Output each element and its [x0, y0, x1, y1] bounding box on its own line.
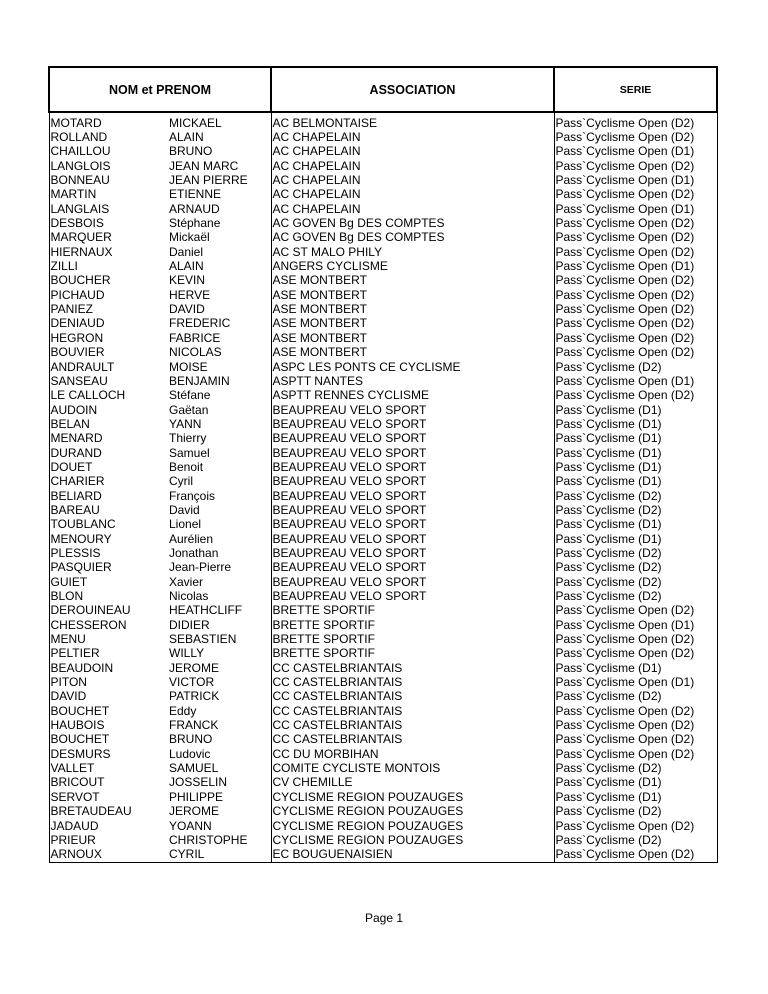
serie-cell: Pass`Cyclisme (D1): [554, 475, 717, 489]
association-cell: ASE MONTBERT: [271, 346, 554, 360]
table-row: [49, 518, 717, 532]
table-header-row: [49, 67, 717, 112]
last-name-cell: DENIAUD: [49, 317, 164, 331]
table-row: [49, 231, 717, 245]
first-name-cell: DIDIER: [164, 618, 271, 632]
association-cell: CC CASTELBRIANTAIS: [271, 704, 554, 718]
first-name-cell: CYRIL: [164, 848, 271, 863]
last-name-cell: PITON: [49, 675, 164, 689]
last-name-cell: SANSEAU: [49, 374, 164, 388]
table-row: [49, 575, 717, 589]
last-name-cell: PANIEZ: [49, 302, 164, 316]
first-name-cell: DAVID: [164, 302, 271, 316]
first-name-cell: Benoit: [164, 460, 271, 474]
first-name-cell: YANN: [164, 417, 271, 431]
serie-cell: Pass`Cyclisme Open (D2): [554, 704, 717, 718]
last-name-cell: ARNOUX: [49, 848, 164, 863]
table-row: [49, 675, 717, 689]
serie-cell: Pass`Cyclisme Open (D2): [554, 231, 717, 245]
serie-cell: Pass`Cyclisme (D1): [554, 518, 717, 532]
table-row: [49, 475, 717, 489]
serie-cell: Pass`Cyclisme (D2): [554, 546, 717, 560]
last-name-cell: MARQUER: [49, 231, 164, 245]
first-name-cell: Xavier: [164, 575, 271, 589]
serie-cell: Pass`Cyclisme Open (D2): [554, 604, 717, 618]
last-name-cell: PLESSIS: [49, 546, 164, 560]
last-name-cell: DURAND: [49, 446, 164, 460]
last-name-cell: LANGLOIS: [49, 159, 164, 173]
last-name-cell: ZILLI: [49, 259, 164, 273]
last-name-cell: PASQUIER: [49, 561, 164, 575]
serie-cell: Pass`Cyclisme (D2): [554, 503, 717, 517]
last-name-cell: MOTARD: [49, 112, 164, 130]
table-row: [49, 747, 717, 761]
association-cell: BEAUPREAU VELO SPORT: [271, 503, 554, 517]
serie-cell: Pass`Cyclisme Open (D2): [554, 346, 717, 360]
last-name-cell: ANDRAULT: [49, 360, 164, 374]
serie-cell: Pass`Cyclisme (D1): [554, 776, 717, 790]
last-name-cell: MENU: [49, 632, 164, 646]
table-row: [49, 589, 717, 603]
first-name-cell: JOSSELIN: [164, 776, 271, 790]
association-cell: ASE MONTBERT: [271, 331, 554, 345]
association-cell: BEAUPREAU VELO SPORT: [271, 546, 554, 560]
first-name-cell: Cyril: [164, 475, 271, 489]
serie-cell: Pass`Cyclisme Open (D2): [554, 647, 717, 661]
table-row: [49, 776, 717, 790]
table-row: [49, 259, 717, 273]
serie-cell: Pass`Cyclisme (D2): [554, 589, 717, 603]
serie-cell: Pass`Cyclisme (D2): [554, 561, 717, 575]
first-name-cell: FRANCK: [164, 718, 271, 732]
first-name-cell: BRUNO: [164, 145, 271, 159]
serie-cell: Pass`Cyclisme Open (D2): [554, 216, 717, 230]
serie-cell: Pass`Cyclisme Open (D1): [554, 618, 717, 632]
association-cell: CYCLISME REGION POUZAUGES: [271, 819, 554, 833]
table-row: [49, 503, 717, 517]
first-name-cell: BRUNO: [164, 733, 271, 747]
association-cell: AC CHAPELAIN: [271, 130, 554, 144]
table-row: [49, 112, 717, 130]
last-name-cell: BRICOUT: [49, 776, 164, 790]
association-cell: BRETTE SPORTIF: [271, 604, 554, 618]
serie-cell: Pass`Cyclisme Open (D2): [554, 188, 717, 202]
first-name-cell: FABRICE: [164, 331, 271, 345]
serie-cell: Pass`Cyclisme (D2): [554, 833, 717, 847]
association-cell: BEAUPREAU VELO SPORT: [271, 475, 554, 489]
table-row: [49, 173, 717, 187]
serie-cell: Pass`Cyclisme Open (D2): [554, 274, 717, 288]
table-row: [49, 302, 717, 316]
association-cell: AC CHAPELAIN: [271, 159, 554, 173]
first-name-cell: Mickaël: [164, 231, 271, 245]
last-name-cell: MENARD: [49, 432, 164, 446]
serie-cell: Pass`Cyclisme Open (D2): [554, 389, 717, 403]
association-cell: AC GOVEN Bg DES COMPTES: [271, 216, 554, 230]
first-name-cell: YOANN: [164, 819, 271, 833]
association-cell: CV CHEMILLE: [271, 776, 554, 790]
first-name-cell: Stéfane: [164, 389, 271, 403]
last-name-cell: BELAN: [49, 417, 164, 431]
serie-cell: Pass`Cyclisme Open (D2): [554, 245, 717, 259]
table-row: [49, 690, 717, 704]
serie-cell: Pass`Cyclisme (D2): [554, 805, 717, 819]
first-name-cell: JEROME: [164, 805, 271, 819]
association-cell: BEAUPREAU VELO SPORT: [271, 417, 554, 431]
serie-cell: Pass`Cyclisme (D1): [554, 417, 717, 431]
association-cell: AC GOVEN Bg DES COMPTES: [271, 231, 554, 245]
serie-cell: Pass`Cyclisme (D1): [554, 432, 717, 446]
first-name-cell: Jonathan: [164, 546, 271, 560]
first-name-cell: JEAN MARC: [164, 159, 271, 173]
association-cell: ANGERS CYCLISME: [271, 259, 554, 273]
first-name-cell: FREDERIC: [164, 317, 271, 331]
association-cell: BEAUPREAU VELO SPORT: [271, 561, 554, 575]
association-cell: CC DU MORBIHAN: [271, 747, 554, 761]
last-name-cell: PRIEUR: [49, 833, 164, 847]
serie-cell: Pass`Cyclisme Open (D2): [554, 130, 717, 144]
table-row: [49, 604, 717, 618]
serie-cell: Pass`Cyclisme (D2): [554, 575, 717, 589]
last-name-cell: JADAUD: [49, 819, 164, 833]
first-name-cell: KEVIN: [164, 274, 271, 288]
association-cell: BRETTE SPORTIF: [271, 647, 554, 661]
serie-cell: Pass`Cyclisme Open (D2): [554, 317, 717, 331]
last-name-cell: BOUCHET: [49, 733, 164, 747]
first-name-cell: PATRICK: [164, 690, 271, 704]
table-row: [49, 647, 717, 661]
association-cell: BEAUPREAU VELO SPORT: [271, 575, 554, 589]
last-name-cell: BONNEAU: [49, 173, 164, 187]
last-name-cell: BEAUDOIN: [49, 661, 164, 675]
last-name-cell: BELIARD: [49, 489, 164, 503]
association-cell: ASE MONTBERT: [271, 302, 554, 316]
first-name-cell: SAMUEL: [164, 761, 271, 775]
last-name-cell: SERVOT: [49, 790, 164, 804]
last-name-cell: CHARIER: [49, 475, 164, 489]
first-name-cell: HEATHCLIFF: [164, 604, 271, 618]
first-name-cell: Aurélien: [164, 532, 271, 546]
serie-cell: Pass`Cyclisme Open (D2): [554, 718, 717, 732]
first-name-cell: WILLY: [164, 647, 271, 661]
table-row: [49, 718, 717, 732]
serie-cell: Pass`Cyclisme Open (D2): [554, 288, 717, 302]
first-name-cell: Eddy: [164, 704, 271, 718]
association-cell: ASPTT RENNES CYCLISME: [271, 389, 554, 403]
association-cell: AC CHAPELAIN: [271, 188, 554, 202]
last-name-cell: BOUCHER: [49, 274, 164, 288]
association-cell: AC CHAPELAIN: [271, 145, 554, 159]
serie-cell: Pass`Cyclisme Open (D2): [554, 747, 717, 761]
table-row: [49, 188, 717, 202]
table-row: [49, 389, 717, 403]
first-name-cell: MOISE: [164, 360, 271, 374]
page-number: Page 1: [364, 911, 404, 925]
table-row: [49, 245, 717, 259]
header-association: ASSOCIATION: [271, 67, 554, 112]
last-name-cell: CHAILLOU: [49, 145, 164, 159]
first-name-cell: MICKAEL: [164, 112, 271, 130]
last-name-cell: DOUET: [49, 460, 164, 474]
registration-sheet: [48, 66, 716, 863]
first-name-cell: Thierry: [164, 432, 271, 446]
table-row: [49, 360, 717, 374]
serie-cell: Pass`Cyclisme Open (D1): [554, 675, 717, 689]
association-cell: CYCLISME REGION POUZAUGES: [271, 833, 554, 847]
table-row: [49, 489, 717, 503]
first-name-cell: François: [164, 489, 271, 503]
table-row: [49, 130, 717, 144]
association-cell: BEAUPREAU VELO SPORT: [271, 532, 554, 546]
association-cell: AC CHAPELAIN: [271, 202, 554, 216]
serie-cell: Pass`Cyclisme (D1): [554, 661, 717, 675]
association-cell: AC BELMONTAISE: [271, 112, 554, 130]
last-name-cell: BLON: [49, 589, 164, 603]
first-name-cell: SEBASTIEN: [164, 632, 271, 646]
first-name-cell: HERVE: [164, 288, 271, 302]
last-name-cell: TOUBLANC: [49, 518, 164, 532]
last-name-cell: MENOURY: [49, 532, 164, 546]
serie-cell: Pass`Cyclisme Open (D1): [554, 145, 717, 159]
association-cell: BRETTE SPORTIF: [271, 618, 554, 632]
serie-cell: Pass`Cyclisme (D2): [554, 690, 717, 704]
serie-cell: Pass`Cyclisme Open (D1): [554, 173, 717, 187]
first-name-cell: Stéphane: [164, 216, 271, 230]
table-row: [49, 805, 717, 819]
serie-cell: Pass`Cyclisme (D2): [554, 489, 717, 503]
first-name-cell: ALAIN: [164, 259, 271, 273]
association-cell: BEAUPREAU VELO SPORT: [271, 446, 554, 460]
table-row: [49, 561, 717, 575]
first-name-cell: BENJAMIN: [164, 374, 271, 388]
association-cell: COMITE CYCLISTE MONTOIS: [271, 761, 554, 775]
table-row: [49, 346, 717, 360]
last-name-cell: PICHAUD: [49, 288, 164, 302]
last-name-cell: DESMURS: [49, 747, 164, 761]
table-row: [49, 819, 717, 833]
serie-cell: Pass`Cyclisme (D1): [554, 446, 717, 460]
table-row: [49, 618, 717, 632]
header-nom-prenom: NOM et PRENOM: [49, 67, 271, 112]
table-row: [49, 632, 717, 646]
table-row: [49, 460, 717, 474]
first-name-cell: Jean-Pierre: [164, 561, 271, 575]
table-row: [49, 446, 717, 460]
association-cell: EC BOUGUENAISIEN: [271, 848, 554, 863]
association-cell: BEAUPREAU VELO SPORT: [271, 403, 554, 417]
table-row: [49, 159, 717, 173]
table-row: [49, 274, 717, 288]
association-cell: BEAUPREAU VELO SPORT: [271, 432, 554, 446]
last-name-cell: BAREAU: [49, 503, 164, 517]
serie-cell: Pass`Cyclisme Open (D1): [554, 259, 717, 273]
first-name-cell: NICOLAS: [164, 346, 271, 360]
last-name-cell: CHESSERON: [49, 618, 164, 632]
table-row: [49, 317, 717, 331]
serie-cell: Pass`Cyclisme Open (D2): [554, 112, 717, 130]
serie-cell: Pass`Cyclisme (D2): [554, 360, 717, 374]
association-cell: CYCLISME REGION POUZAUGES: [271, 805, 554, 819]
last-name-cell: DEROUINEAU: [49, 604, 164, 618]
last-name-cell: HIERNAUX: [49, 245, 164, 259]
table-row: [49, 374, 717, 388]
last-name-cell: BOUVIER: [49, 346, 164, 360]
serie-cell: Pass`Cyclisme Open (D2): [554, 632, 717, 646]
serie-cell: Pass`Cyclisme (D1): [554, 460, 717, 474]
table-row: [49, 704, 717, 718]
association-cell: CC CASTELBRIANTAIS: [271, 718, 554, 732]
last-name-cell: HAUBOIS: [49, 718, 164, 732]
association-cell: BEAUPREAU VELO SPORT: [271, 460, 554, 474]
association-cell: CC CASTELBRIANTAIS: [271, 733, 554, 747]
first-name-cell: ARNAUD: [164, 202, 271, 216]
association-cell: ASPC LES PONTS CE CYCLISME: [271, 360, 554, 374]
association-cell: BEAUPREAU VELO SPORT: [271, 589, 554, 603]
table-row: [49, 288, 717, 302]
serie-cell: Pass`Cyclisme (D1): [554, 403, 717, 417]
table-row: [49, 145, 717, 159]
first-name-cell: CHRISTOPHE: [164, 833, 271, 847]
association-cell: ASE MONTBERT: [271, 317, 554, 331]
table-row: [49, 331, 717, 345]
table-row: [49, 661, 717, 675]
first-name-cell: VICTOR: [164, 675, 271, 689]
association-cell: BRETTE SPORTIF: [271, 632, 554, 646]
table-row: [49, 532, 717, 546]
first-name-cell: ETIENNE: [164, 188, 271, 202]
table-row: [49, 216, 717, 230]
last-name-cell: MARTIN: [49, 188, 164, 202]
table-body: [49, 112, 717, 862]
last-name-cell: ROLLAND: [49, 130, 164, 144]
association-cell: CC CASTELBRIANTAIS: [271, 661, 554, 675]
first-name-cell: Samuel: [164, 446, 271, 460]
association-cell: BEAUPREAU VELO SPORT: [271, 489, 554, 503]
serie-cell: Pass`Cyclisme Open (D2): [554, 331, 717, 345]
first-name-cell: Nicolas: [164, 589, 271, 603]
table-row: [49, 733, 717, 747]
serie-cell: Pass`Cyclisme (D1): [554, 532, 717, 546]
last-name-cell: BRETAUDEAU: [49, 805, 164, 819]
table-row: [49, 790, 717, 804]
table-row: [49, 833, 717, 847]
serie-cell: Pass`Cyclisme Open (D2): [554, 819, 717, 833]
serie-cell: Pass`Cyclisme Open (D1): [554, 374, 717, 388]
association-cell: CC CASTELBRIANTAIS: [271, 690, 554, 704]
serie-cell: Pass`Cyclisme (D1): [554, 790, 717, 804]
association-cell: BEAUPREAU VELO SPORT: [271, 518, 554, 532]
last-name-cell: VALLET: [49, 761, 164, 775]
first-name-cell: Gaëtan: [164, 403, 271, 417]
serie-cell: Pass`Cyclisme Open (D1): [554, 202, 717, 216]
last-name-cell: LANGLAIS: [49, 202, 164, 216]
serie-cell: Pass`Cyclisme Open (D2): [554, 848, 717, 863]
last-name-cell: GUIET: [49, 575, 164, 589]
serie-cell: Pass`Cyclisme Open (D2): [554, 159, 717, 173]
first-name-cell: David: [164, 503, 271, 517]
first-name-cell: Lionel: [164, 518, 271, 532]
last-name-cell: HEGRON: [49, 331, 164, 345]
table-row: [49, 848, 717, 863]
table-row: [49, 417, 717, 431]
serie-cell: Pass`Cyclisme (D2): [554, 761, 717, 775]
association-cell: CYCLISME REGION POUZAUGES: [271, 790, 554, 804]
first-name-cell: ALAIN: [164, 130, 271, 144]
first-name-cell: PHILIPPE: [164, 790, 271, 804]
last-name-cell: DESBOIS: [49, 216, 164, 230]
first-name-cell: JEROME: [164, 661, 271, 675]
association-cell: ASE MONTBERT: [271, 274, 554, 288]
first-name-cell: Daniel: [164, 245, 271, 259]
first-name-cell: JEAN PIERRE: [164, 173, 271, 187]
first-name-cell: Ludovic: [164, 747, 271, 761]
serie-cell: Pass`Cyclisme Open (D2): [554, 302, 717, 316]
table-row: [49, 202, 717, 216]
last-name-cell: PELTIER: [49, 647, 164, 661]
last-name-cell: BOUCHET: [49, 704, 164, 718]
table-row: [49, 432, 717, 446]
last-name-cell: AUDOIN: [49, 403, 164, 417]
serie-cell: Pass`Cyclisme Open (D2): [554, 733, 717, 747]
association-cell: AC CHAPELAIN: [271, 173, 554, 187]
association-cell: AC ST MALO PHILY: [271, 245, 554, 259]
table-row: [49, 403, 717, 417]
header-serie: SERIE: [554, 67, 717, 112]
table-row: [49, 761, 717, 775]
table-row: [49, 546, 717, 560]
association-cell: CC CASTELBRIANTAIS: [271, 675, 554, 689]
last-name-cell: LE CALLOCH: [49, 389, 164, 403]
association-cell: ASPTT NANTES: [271, 374, 554, 388]
last-name-cell: DAVID: [49, 690, 164, 704]
riders-table: [48, 66, 718, 863]
association-cell: ASE MONTBERT: [271, 288, 554, 302]
